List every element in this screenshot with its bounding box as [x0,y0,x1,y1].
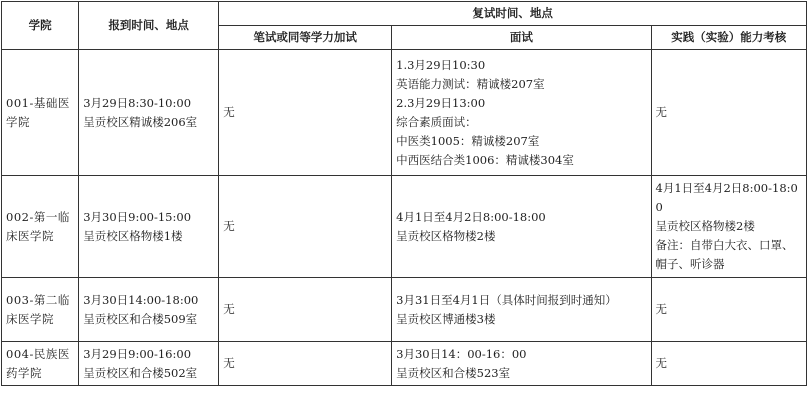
report-cell [79,50,219,176]
interview-line: 3月31日至4月1日（具体时间报到时通知） [396,292,617,307]
college-cell: 001-基础医学院 [2,50,79,176]
interview-line: 中西医结合类1006：精诚楼304室 [396,152,574,167]
report-place: 呈贡校区格物楼1楼 [83,228,183,243]
header-report: 报到时间、地点 [79,2,219,50]
report-time: 3月30日14:00-18:00 [83,292,199,307]
written-cell: 无 [219,278,392,342]
report-place: 呈贡校区和合楼502室 [83,365,198,380]
report-time: 3月29日8:30-10:00 [83,95,192,110]
report-time: 3月30日9:00-15:00 [83,209,192,224]
interview-line: 中医类1005：精诚楼207室 [396,133,540,148]
interview-line: 英语能力测试：精诚楼207室 [396,76,545,91]
interview-line: 4月1日至4月2日8:00-18:00 [396,209,546,224]
interview-cell [392,50,651,176]
interview-line: 3月30日14：00-16：00 [396,346,527,361]
report-place: 呈贡校区和合楼509室 [83,311,198,326]
college-cell: 003-第二临床医学院 [2,278,79,342]
report-cell [79,342,219,386]
interview-line: 1.3月29日10:30 [396,57,486,72]
interview-line: 呈贡校区博通楼3楼 [396,311,496,326]
header-interview: 面试 [392,26,651,50]
written-cell: 无 [219,50,392,176]
header-retest: 复试时间、地点 [219,2,807,26]
header-written: 笔试或同等学力加试 [219,26,392,50]
practice-cell: 无 [651,278,806,342]
header-college: 学院 [2,2,79,50]
practice-cell [651,176,806,278]
interview-cell [392,278,651,342]
table-row [2,278,807,342]
interview-cell [392,176,651,278]
interview-line: 2.3月29日13:00 [396,95,486,110]
report-cell [79,278,219,342]
table-row [2,342,807,386]
written-cell: 无 [219,342,392,386]
college-cell: 004-民族医药学院 [2,342,79,386]
interview-line: 呈贡校区和合楼523室 [396,365,511,380]
practice-line: 4月1日至4月2日8:00-18:00 [655,181,798,214]
interview-line: 呈贡校区格物楼2楼 [396,228,496,243]
practice-cell: 无 [651,342,806,386]
report-place: 呈贡校区精诚楼206室 [83,114,198,129]
practice-line: 呈贡校区格物楼2楼 [655,219,755,233]
table-row [2,50,807,176]
interview-line: 综合素质面试： [396,114,477,129]
header-practice: 实践（实验）能力考核 [651,26,806,50]
written-cell: 无 [219,176,392,278]
report-cell [79,176,219,278]
practice-cell: 无 [651,50,806,176]
retest-schedule-table [1,1,807,386]
report-time: 3月29日9:00-16:00 [83,346,192,361]
practice-line: 备注：自带白大衣、口罩、帽子、听诊器 [655,238,794,271]
college-cell: 002-第一临床医学院 [2,176,79,278]
interview-cell [392,342,651,386]
table-row [2,176,807,278]
